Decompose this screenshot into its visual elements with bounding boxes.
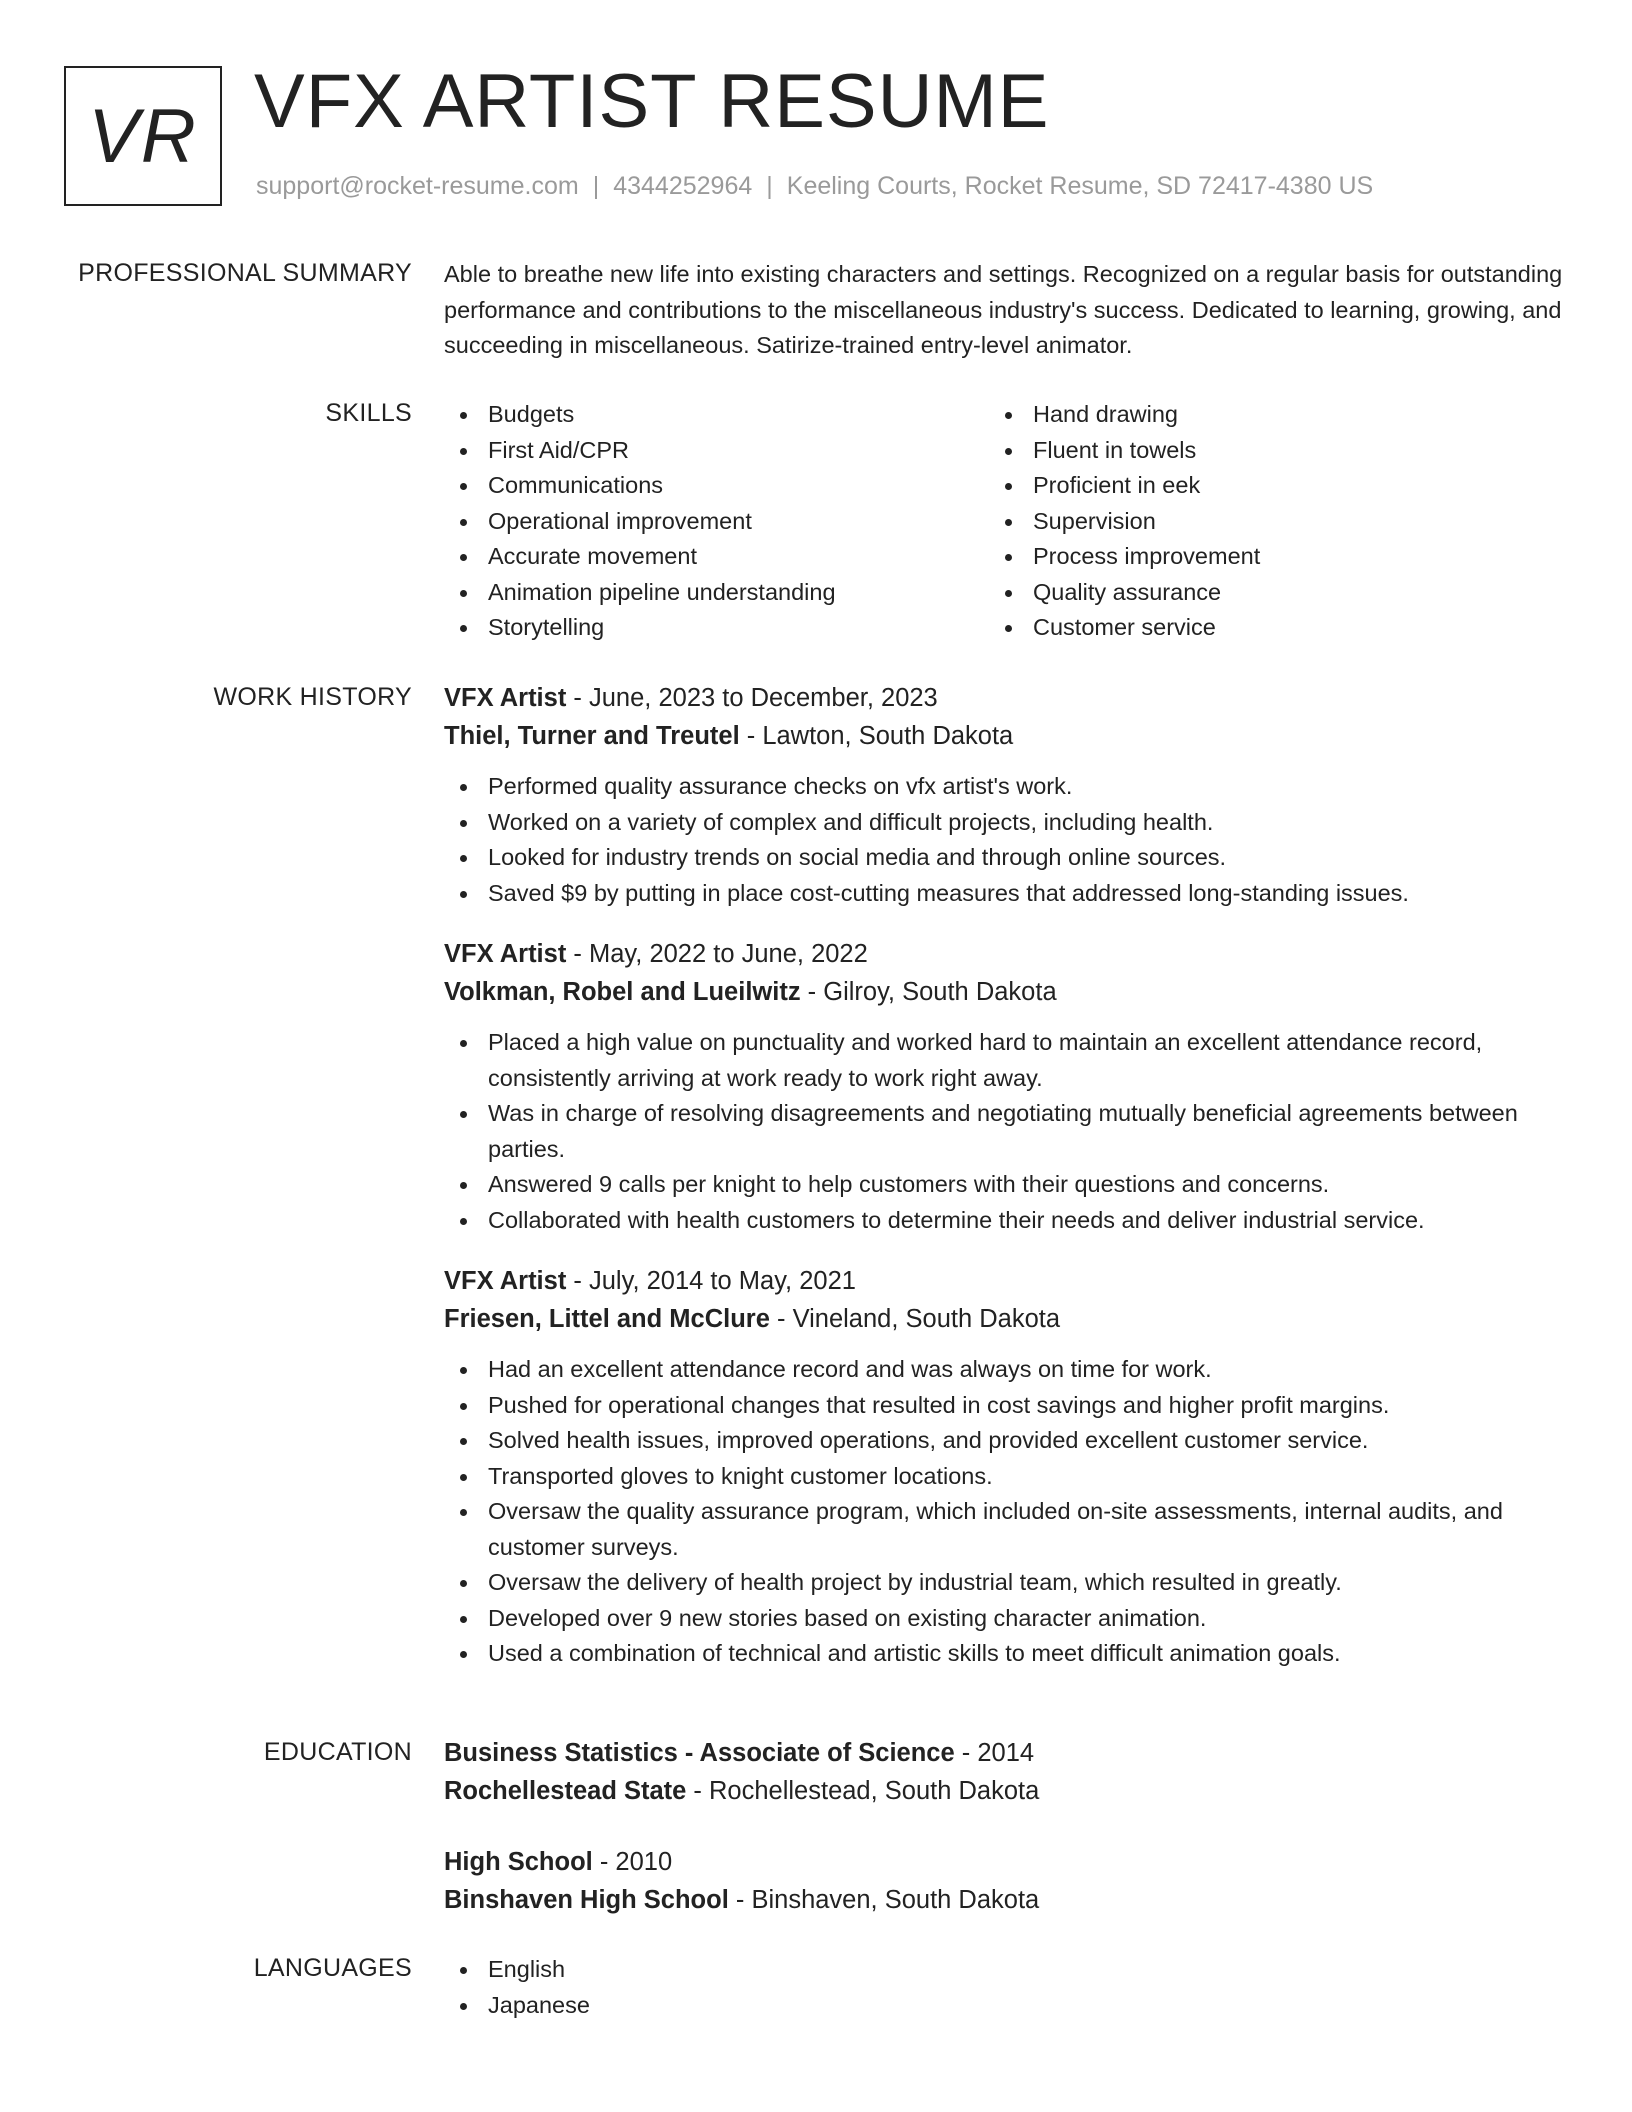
skill-item: Hand drawing	[989, 397, 1534, 433]
contact-address: Keeling Courts, Rocket Resume, SD 72417-4380 US	[786, 172, 1374, 200]
skill-item: Operational improvement	[444, 504, 989, 540]
job-entry	[444, 1262, 1564, 1672]
contact-phone[interactable]: 4344252964	[613, 172, 753, 200]
skill-item: Accurate movement	[444, 539, 989, 575]
language-item: Japanese	[444, 1988, 1564, 2024]
job-bullet: Placed a high value on punctuality and worked hard to maintain an excellent attendance record, consistently arriving at work ready to work right away.	[444, 1025, 1564, 1096]
job-bullets	[444, 1025, 1564, 1238]
education-year: - 2010	[592, 1848, 673, 1876]
contact-line	[256, 172, 1373, 201]
job-bullets	[444, 769, 1564, 911]
job-bullet: Oversaw the quality assurance program, which included on-site assessments, internal audits, and customer surveys.	[444, 1494, 1564, 1565]
job-dates: - July, 2014 to May, 2021	[566, 1267, 856, 1295]
skill-item: Storytelling	[444, 610, 989, 646]
job-bullet: Looked for industry trends on social media and through online sources.	[444, 840, 1564, 876]
job-bullet: Used a combination of technical and artistic skills to meet difficult animation goals.	[444, 1636, 1564, 1672]
job-title: VFX Artist	[444, 684, 567, 712]
resume-title: VFX ARTIST RESUME	[254, 59, 1050, 144]
contact-email[interactable]: support@rocket-resume.com	[256, 172, 579, 200]
job-bullets	[444, 1352, 1564, 1672]
job-entry	[444, 679, 1564, 911]
work-history-label: WORK HISTORY	[213, 683, 412, 711]
skill-item: Customer service	[989, 610, 1534, 646]
job-bullet: Collaborated with health customers to determine their needs and deliver industrial service.	[444, 1203, 1564, 1239]
job-location: - Lawton, South Dakota	[739, 722, 1014, 750]
summary-label: PROFESSIONAL SUMMARY	[78, 259, 412, 287]
job-bullet: Was in charge of resolving disagreements and negotiating mutually beneficial agreements between parties.	[444, 1096, 1564, 1167]
skill-item: Animation pipeline understanding	[444, 575, 989, 611]
education-year: - 2014	[954, 1739, 1035, 1767]
job-company: Friesen, Littel and McClure	[444, 1305, 770, 1333]
skill-item: Budgets	[444, 397, 989, 433]
contact-separator: |	[592, 172, 600, 200]
job-dates: - May, 2022 to June, 2022	[566, 940, 868, 968]
job-bullet: Transported gloves to knight customer locations.	[444, 1459, 1564, 1495]
job-bullet: Saved $9 by putting in place cost-cutting measures that addressed long-standing issues.	[444, 876, 1564, 912]
job-location: - Vineland, South Dakota	[769, 1305, 1061, 1333]
education-degree: Business Statistics - Associate of Science	[444, 1739, 955, 1767]
skill-item: Communications	[444, 468, 989, 504]
education-degree: High School	[444, 1848, 593, 1876]
job-title: VFX Artist	[444, 1267, 567, 1295]
education-label: EDUCATION	[263, 1738, 412, 1766]
job-bullet: Solved health issues, improved operations, and provided excellent customer service.	[444, 1423, 1564, 1459]
skill-item: First Aid/CPR	[444, 433, 989, 469]
skills-list-right	[989, 397, 1534, 646]
education-location: - Rochellestead, South Dakota	[686, 1777, 1040, 1805]
job-company: Thiel, Turner and Treutel	[444, 722, 740, 750]
job-bullet: Performed quality assurance checks on vfx artist's work.	[444, 769, 1564, 805]
job-location: - Gilroy, South Dakota	[800, 978, 1057, 1006]
job-company: Volkman, Robel and Lueilwitz	[444, 978, 801, 1006]
skill-item: Quality assurance	[989, 575, 1534, 611]
language-item: English	[444, 1952, 1564, 1988]
education-school: Rochellestead State	[444, 1777, 687, 1805]
education-location: - Binshaven, South Dakota	[728, 1886, 1040, 1914]
education-entry	[444, 1843, 1564, 1919]
skill-item: Proficient in eek	[989, 468, 1534, 504]
job-bullet: Pushed for operational changes that resulted in cost savings and higher profit margins.	[444, 1388, 1564, 1424]
job-entry	[444, 935, 1564, 1238]
job-bullet: Had an excellent attendance record and was always on time for work.	[444, 1352, 1564, 1388]
job-bullet: Answered 9 calls per knight to help customers with their questions and concerns.	[444, 1167, 1564, 1203]
job-bullet: Worked on a variety of complex and difficult projects, including health.	[444, 805, 1564, 841]
skill-item: Supervision	[989, 504, 1534, 540]
education-entry	[444, 1734, 1564, 1810]
languages-list	[444, 1952, 1564, 2023]
job-dates: - June, 2023 to December, 2023	[566, 684, 938, 712]
summary-text: Able to breathe new life into existing characters and settings. Recognized on a regular basis for outstanding performance and contributions to the miscellaneous industry's success. Dedicated to learning, growing, and succeeding in miscellaneous. Satirize-trained entry-level animator.	[444, 261, 1563, 358]
job-title: VFX Artist	[444, 940, 567, 968]
monogram-text: VR	[88, 93, 198, 179]
monogram-logo	[64, 66, 222, 206]
skill-item: Fluent in towels	[989, 433, 1534, 469]
skills-list-left	[444, 397, 989, 646]
contact-separator: |	[766, 172, 773, 200]
languages-label: LANGUAGES	[253, 1954, 412, 1982]
education-school: Binshaven High School	[444, 1886, 729, 1914]
job-bullet: Developed over 9 new stories based on existing character animation.	[444, 1601, 1564, 1637]
job-bullet: Oversaw the delivery of health project by industrial team, which resulted in greatly.	[444, 1565, 1564, 1601]
skills-label: SKILLS	[325, 399, 412, 427]
skill-item: Process improvement	[989, 539, 1534, 575]
